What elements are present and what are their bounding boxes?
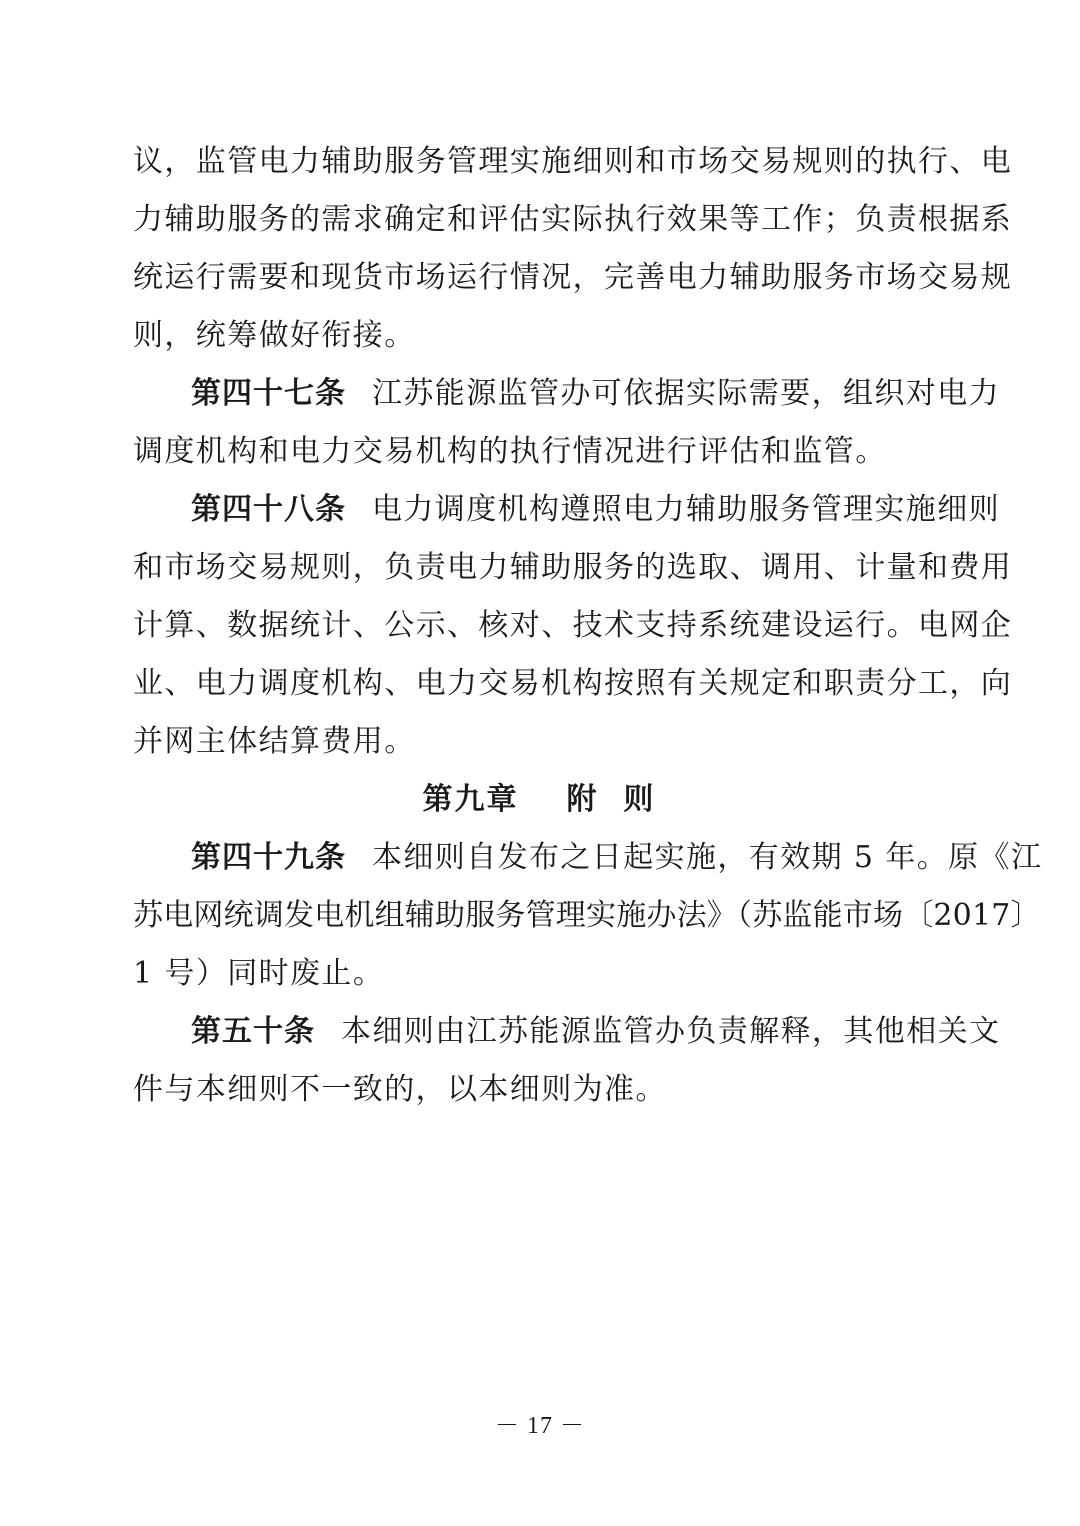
paragraph-continuation bbox=[133, 133, 1013, 365]
document-page bbox=[133, 133, 1043, 1119]
article-49 bbox=[133, 829, 1043, 1003]
text-line: 调度机构和电力交易机构的执行情况进行评估和监管。 bbox=[133, 434, 887, 469]
article-text: 电力调度机构遵照电力辅助服务管理实施细则 bbox=[372, 492, 1000, 527]
chapter-title: 附 则 bbox=[566, 782, 656, 817]
text-line: 则，统筹做好衔接。 bbox=[133, 318, 416, 353]
text-line bbox=[133, 481, 1000, 539]
text-line: 议，监管电力辅助服务管理实施细则和市场交易规则的执行、电 bbox=[133, 144, 1013, 179]
text-line: 件与本细则不一致的，以本细则为准。 bbox=[133, 1072, 667, 1107]
article-47 bbox=[133, 365, 1000, 481]
article-50 bbox=[133, 1003, 1001, 1119]
article-label: 第四十八条 bbox=[191, 492, 346, 527]
article-text: 本细则自发布之日起实施，有效期 5 年。原《江 bbox=[372, 840, 1043, 875]
chapter-heading bbox=[133, 771, 945, 829]
article-label: 第五十条 bbox=[191, 1014, 315, 1049]
text-line: 统运行需要和现货市场运行情况，完善电力辅助服务市场交易规 bbox=[133, 260, 1013, 295]
text-line: 计算、数据统计、公示、核对、技术支持系统建设运行。电网企 bbox=[133, 608, 1013, 643]
text-line bbox=[133, 1003, 1001, 1061]
text-line: 苏电网统调发电机组辅助服务管理实施办法》（苏监能市场〔2017〕 bbox=[133, 898, 1041, 933]
text-line bbox=[133, 829, 1043, 887]
article-text: 本细则由江苏能源监管办负责解释，其他相关文 bbox=[341, 1014, 1001, 1049]
text-line: 力辅助服务的需求确定和评估实际执行效果等工作；负责根据系 bbox=[133, 202, 1013, 237]
article-label: 第四十九条 bbox=[191, 840, 346, 875]
text-line bbox=[133, 365, 1000, 423]
page-number: － 17 － bbox=[495, 1413, 585, 1439]
article-48 bbox=[133, 481, 1013, 771]
text-line: 业、电力调度机构、电力交易机构按照有关规定和职责分工，向 bbox=[133, 666, 1013, 701]
text-line: 并网主体结算费用。 bbox=[133, 724, 416, 759]
text-line: 和市场交易规则，负责电力辅助服务的选取、调用、计量和费用 bbox=[133, 550, 1013, 585]
article-label: 第四十七条 bbox=[191, 376, 346, 411]
text-line: 1 号）同时废止。 bbox=[133, 956, 385, 991]
chapter-number: 第九章 bbox=[422, 782, 519, 817]
article-text: 江苏能源监管办可依据实际需要，组织对电力 bbox=[372, 376, 1000, 411]
